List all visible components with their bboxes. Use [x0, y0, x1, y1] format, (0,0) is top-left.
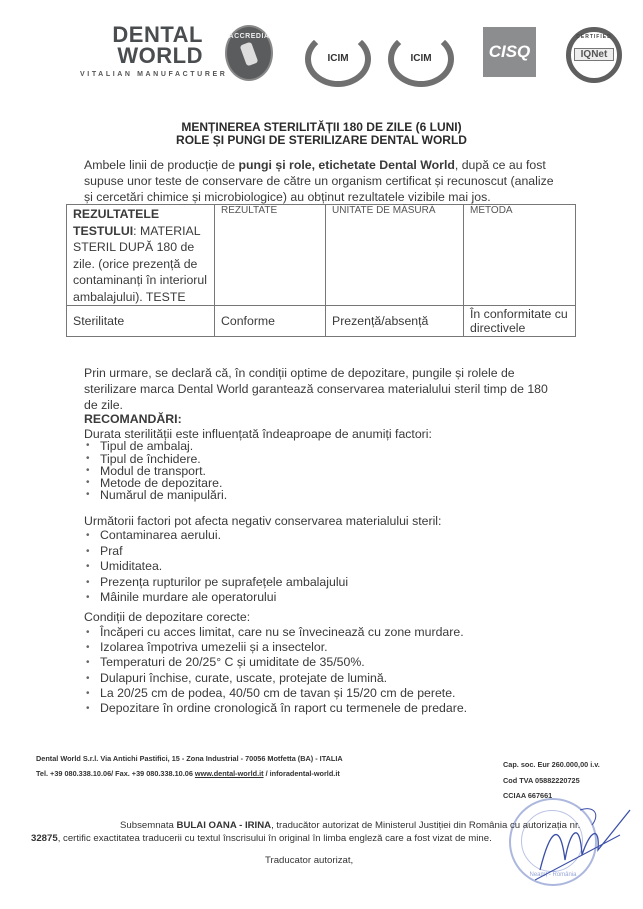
company-contact — [36, 769, 340, 778]
brand-tagline: VITALIAN MANUFACTURER — [80, 71, 228, 78]
table-cell: Prezență/absență — [326, 306, 464, 337]
icim-label: ICIM — [410, 53, 432, 64]
intro-text-end: , după ce au fost supuse unor teste de conservare de către un organism certificat și recunoscut (analize și cercetări chimice și microbiologice) au obținut rezultatele vizibile mai jos. — [84, 158, 554, 204]
negative-factors-section — [84, 514, 441, 606]
table-header-unitate: UNITATE DE MĂSURĂ — [326, 205, 464, 306]
list-item: • Dulapuri închise, curate, uscate, protejate de lumină. — [84, 671, 467, 686]
icim-logo — [305, 31, 371, 87]
bullet-list — [84, 625, 467, 716]
recommendations-heading: RECOMANDĂRI: — [84, 412, 182, 426]
bullet-list — [84, 440, 432, 501]
accredia-label: ACCREDIA — [228, 33, 270, 40]
test-description: : MATERIAL STERIL DUPĂ 180 de zile. (orice prezență de contaminanți în interiorul ambalajului). TESTE — [73, 223, 207, 304]
accredia-logo — [225, 25, 273, 81]
table-cell: În conformitate cu directivele — [464, 306, 576, 337]
table-header-rezultate: REZULTATE — [215, 205, 326, 306]
translator-certification — [31, 819, 591, 845]
brand-line-1: DENTAL — [112, 22, 203, 47]
company-address: Dental World S.r.l. Via Antichi Pastifici, 15 - Zona Industrial - 70056 Motfetta (BA) - ITALIA — [36, 754, 343, 763]
document-title-line-2: ROLE ȘI PUNGI DE STERILIZARE DENTAL WORLD — [176, 133, 467, 147]
phone-fax: Tel. +39 080.338.10.06/ Fax. +39 080.338.10.06 — [36, 769, 195, 778]
storage-conditions-section — [84, 610, 467, 716]
list-item: • Modul de transport. — [84, 465, 432, 477]
cisq-logo: CISQ — [483, 27, 536, 77]
bullet-list — [84, 528, 441, 606]
conclusion-paragraph: Prin urmare, se declară că, în condiții optime de depozitare, pungile și rolele de sterilizare marca Dental World garantează conservarea materialului steril timp de 180 de zile. — [84, 366, 548, 412]
cciaa-number: CCIAA 667661 — [503, 791, 553, 800]
table-header-row — [67, 205, 576, 306]
stamp-text: Neamț - România — [529, 872, 577, 878]
cert-prefix: Subsemnata — [120, 820, 177, 831]
table-cell: Conforme — [215, 306, 326, 337]
list-item: • Depozitare în ordine cronologică în raport cu termenele de predare. — [84, 701, 467, 716]
list-item: • Tipul de închidere. — [84, 453, 432, 465]
list-item: • Mâinile murdare ale operatorului — [84, 590, 441, 606]
iqnet-certified-label: CERTIFIED — [576, 34, 612, 40]
share-capital: Cap. soc. Eur 260.000,00 i.v. — [503, 760, 600, 769]
icim-logo — [388, 31, 454, 87]
cert-suffix: , certific exactitatea traducerii cu textul înscrisului în original în limba engleză care a fost vizat de mine. — [57, 833, 492, 844]
section-intro: Următorii factori pot afecta negativ conservarea materialului steril: — [84, 514, 442, 528]
translator-name: BULAI OANA - IRINA — [176, 820, 272, 831]
sterility-factors-section — [84, 428, 432, 502]
brand-line-2: WORLD — [117, 43, 203, 68]
section-intro: Durata sterilității este influențată îndeaproape de anumiți factori: — [84, 427, 432, 441]
icim-label: ICIM — [327, 53, 349, 64]
signature-label: Traducator autorizat, — [265, 855, 354, 866]
intro-text-start: Ambele linii de producție de — [84, 158, 239, 172]
cert-middle: , traducător autorizat de Ministerul Justiției din România cu autorizația nr. — [271, 820, 581, 831]
test-results-label: REZULTATELE TESTULUI — [73, 207, 160, 238]
signature-icon — [520, 800, 640, 890]
document-title-line-1: MENȚINEREA STERILITĂȚII 180 DE ZILE (6 LUNI) — [181, 120, 462, 134]
list-item: • Tipul de ambalaj. — [84, 440, 432, 452]
list-item: • Temperaturi de 20/25° C și umiditate de 35/50%. — [84, 655, 467, 670]
results-table — [66, 204, 576, 337]
list-item: • Încăperi cu acces limitat, care nu se învecinează cu zone murdare. — [84, 625, 467, 640]
brand-logo — [108, 24, 203, 66]
email: / inforadental-world.it — [263, 769, 340, 778]
list-item: • Prezența rupturilor pe suprafețele ambalajului — [84, 575, 441, 591]
italy-map-icon — [240, 42, 259, 67]
list-item: • Izolarea împotriva umezelii și a insectelor. — [84, 640, 467, 655]
intro-text-bold: pungi și role, etichetate Dental World — [238, 158, 455, 172]
table-row — [67, 306, 576, 337]
section-intro: Condiții de depozitare corecte: — [84, 610, 251, 624]
table-header-metoda: METODA — [464, 205, 576, 306]
authorization-number: 32875 — [31, 833, 58, 844]
table-cell-test-description — [67, 205, 215, 306]
list-item: • Contaminarea aerului. — [84, 528, 441, 544]
iqnet-logo — [566, 27, 622, 83]
list-item: • Numărul de manipulări. — [84, 489, 432, 501]
list-item: • Umiditatea. — [84, 559, 441, 575]
list-item: • Praf — [84, 544, 441, 560]
vat-code: Cod TVA 05882220725 — [503, 776, 580, 785]
iqnet-label: IQNet — [574, 48, 614, 61]
table-cell: Sterilitate — [67, 306, 215, 337]
list-item: • Metode de depozitare. — [84, 477, 432, 489]
list-item: • La 20/25 cm de podea, 40/50 cm de tavan și 15/20 cm de perete. — [84, 686, 467, 701]
intro-paragraph — [84, 157, 562, 205]
website-link[interactable]: www.dental-world.it — [194, 769, 264, 778]
